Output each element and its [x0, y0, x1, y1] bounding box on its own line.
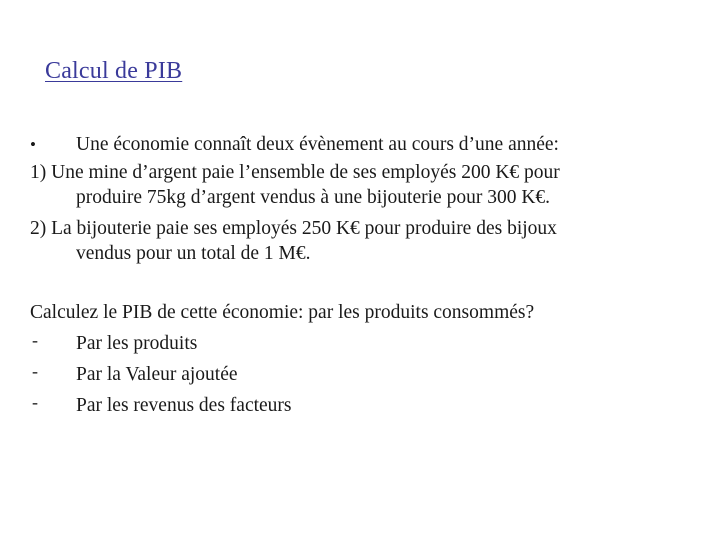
intro-text: Une économie connaît deux évènement au cours d’une année:	[76, 134, 559, 155]
dash-marker: -	[32, 361, 38, 381]
method-label: Par les produits	[76, 333, 198, 354]
method-item	[30, 393, 710, 424]
item-1-line-2: produire 75kg d’argent vendus à une bijouterie pour 300 K€.	[76, 187, 551, 208]
bullet-marker: •	[30, 135, 36, 154]
method-item	[30, 362, 710, 393]
method-label: Par les revenus des facteurs	[76, 395, 292, 416]
item-2-line-1: 2) La bijouterie paie ses employés 250 K€ pour produire des bijoux	[30, 218, 557, 239]
slide-body	[30, 132, 710, 424]
method-label: Par la Valeur ajoutée	[76, 364, 238, 385]
dash-marker: -	[32, 392, 38, 412]
slide-title: Calcul de PIB	[45, 58, 183, 84]
dash-marker: -	[32, 330, 38, 350]
method-item	[30, 331, 710, 362]
question-text: Calculez le PIB de cette économie: par les produits consommés?	[30, 302, 535, 323]
intro-bullet-row	[30, 132, 710, 160]
item-1-line-1: 1) Une mine d’argent paie l’ensemble de ses employés 200 K€ pour	[30, 162, 560, 183]
item-2-line-2: vendus pour un total de 1 M€.	[76, 243, 311, 264]
spacer	[30, 266, 710, 300]
